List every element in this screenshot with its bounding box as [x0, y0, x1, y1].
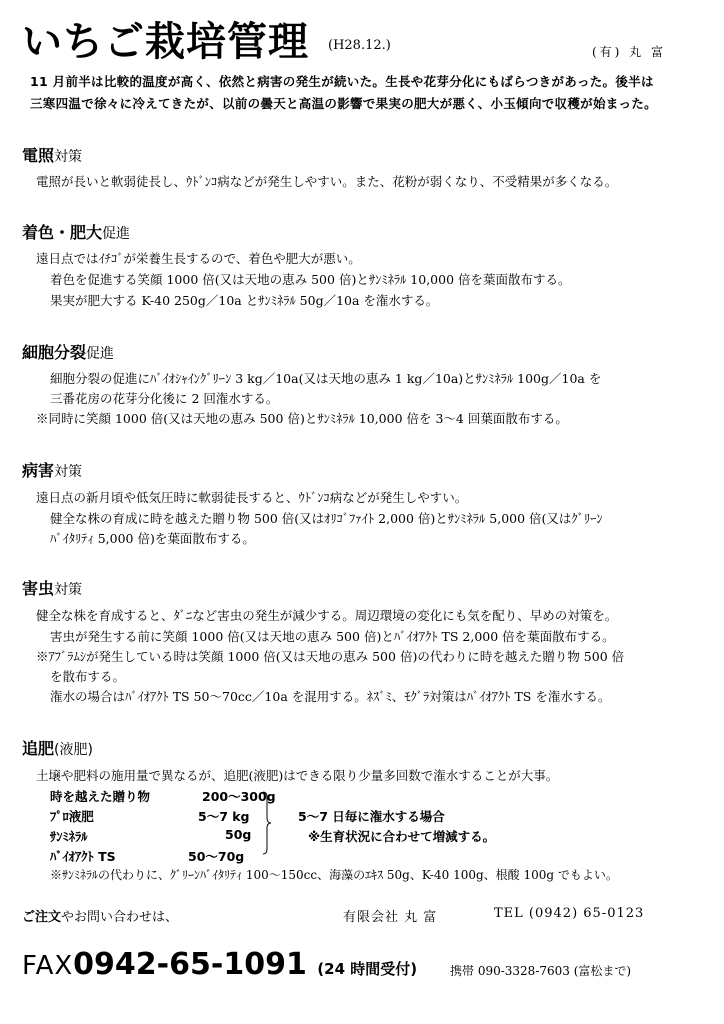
telephone-number: TEL (0942) 65-0123 — [494, 906, 645, 921]
pest-text: 潅水の場合はﾊﾞｲｵｱｸﾄ TS 50～70cc／10a を混用する。ﾈｽﾞﾐ、ﾓｸﾞﾗ対策はﾊﾞｲｵｱｸﾄ TS を潅水する。 — [50, 689, 611, 704]
right-brace-icon — [262, 791, 272, 855]
fertilizer-note: 5～7 日毎に潅水する場合 — [298, 809, 445, 824]
pest-text: を散布する。 — [50, 669, 126, 684]
intro-line: 三寒四温で徐々に冷えてきたが、以前の曇天と高温の影響で果実の肥大が悪く、小玉傾向で収穫が始まった。 — [30, 96, 657, 111]
fertilizer-name: 時を越えた贈り物 — [50, 789, 151, 804]
fertilizer-amount: 50～70g — [188, 849, 245, 864]
section-heading-fertilizer: 追肥(液肥) — [22, 739, 93, 758]
fertilizer-intro: 土壌や肥料の施用量で異なるが、追肥(液肥)はできる限り少量多回数で潅水することが大事。 — [36, 768, 559, 783]
fertilizer-footnote: ※ｻﾝﾐﾈﾗﾙの代わりに、ｸﾞﾘｰﾝﾊﾞｲﾀﾘﾃｨ 100～150cc、海藻のｴｷｽ 50g、K-40 100g、根酸 100g でもよい。 — [50, 868, 618, 882]
disease-text: 遠日点の新月頃や低気圧時に軟弱徒長すると、ｳﾄﾞﾝｺ病などが発生しやすい。 — [36, 490, 468, 505]
mobile-number: 携帯 090-3328-7603 (富松まで) — [450, 964, 632, 978]
fertilizer-amount: 50g — [225, 827, 252, 842]
coloring-text: 遠日点ではｲﾁｺﾞが栄養生長するので、着色や肥大が悪い。 — [36, 251, 361, 266]
fertilizer-name: ﾌﾟﾛ液肥 — [50, 809, 94, 824]
fertilizer-name: ｻﾝﾐﾈﾗﾙ — [50, 829, 88, 844]
pest-text: 害虫が発生する前に笑顔 1000 倍(又は天地の恵み 500 倍)とﾊﾞｲｵｱｸﾄ TS 2,000 倍を葉面散布する。 — [50, 629, 615, 644]
pest-text: ※ｱﾌﾞﾗﾑｼが発生している時は笑顔 1000 倍(又は天地の恵み 500 倍)の代わりに時を越えた贈り物 500 倍 — [36, 649, 625, 664]
cell-text: 三番花房の花芽分化後に 2 回潅水する。 — [50, 391, 279, 406]
disease-text: ﾊﾞｲﾀﾘﾃｨ 5,000 倍)を葉面散布する。 — [50, 531, 255, 546]
section-heading-lighting: 電照対策 — [22, 146, 83, 165]
fax-line: FAX0942-65-1091 (24 時間受付) — [22, 947, 418, 982]
coloring-text: 着色を促進する笑顔 1000 倍(又は天地の恵み 500 倍)とｻﾝﾐﾈﾗﾙ 10,000 倍を葉面散布する。 — [50, 272, 571, 287]
section-heading-pest: 害虫対策 — [22, 579, 83, 598]
fertilizer-amount: 200～300g — [202, 789, 276, 804]
section-heading-cell: 細胞分裂促進 — [22, 343, 115, 362]
fertilizer-note: ※生育状況に合わせて増減する。 — [308, 829, 496, 844]
section-heading-coloring: 着色・肥大促進 — [22, 223, 131, 242]
disease-text: 健全な株の育成に時を越えた贈り物 500 倍(又はｵﾘｺﾞﾌｧｲﾄ 2,000 倍)とｻﾝﾐﾈﾗﾙ 5,000 倍(又はｸﾞﾘｰﾝ — [50, 511, 603, 526]
fertilizer-name: ﾊﾞｲｵｱｸﾄ TS — [50, 849, 116, 864]
author-name: (有) 丸 富 — [592, 45, 666, 59]
coloring-text: 果実が肥大する K-40 250g／10a とｻﾝﾐﾈﾗﾙ 50g／10a を潅水する。 — [50, 293, 439, 308]
order-text: ご注文やお問い合わせは、 — [22, 910, 179, 925]
company-name: 有限会社 丸 富 — [343, 910, 438, 925]
fertilizer-amount: 5～7 kg — [198, 809, 250, 824]
intro-line: 11 月前半は比較的温度が高く、依然と病害の発生が続いた。生長や花芽分化にもばらつきがあった。後半は — [30, 74, 654, 89]
issue-date: (H28.12.) — [328, 38, 391, 53]
pest-text: 健全な株を育成すると、ﾀﾞﾆなど害虫の発生が減少する。周辺環境の変化にも気を配り、早めの対策を。 — [36, 608, 618, 623]
cell-text: 細胞分裂の促進にﾊﾞｲｵｼｬｲﾝｸﾞﾘｰﾝ 3 kg／10a(又は天地の恵み 1 kg／10a)とｻﾝﾐﾈﾗﾙ 100g／10a を — [50, 371, 602, 386]
section-heading-disease: 病害対策 — [22, 461, 83, 480]
page-title: いちご栽培管理 — [22, 19, 309, 65]
lighting-text: 電照が長いと軟弱徒長し、ｳﾄﾞﾝｺ病などが発生しやすい。また、花粉が弱くなり、不受精果が多くなる。 — [36, 174, 618, 189]
cell-text: ※同時に笑顔 1000 倍(又は天地の恵み 500 倍)とｻﾝﾐﾈﾗﾙ 10,000 倍を 3～4 回葉面散布する。 — [36, 411, 568, 426]
